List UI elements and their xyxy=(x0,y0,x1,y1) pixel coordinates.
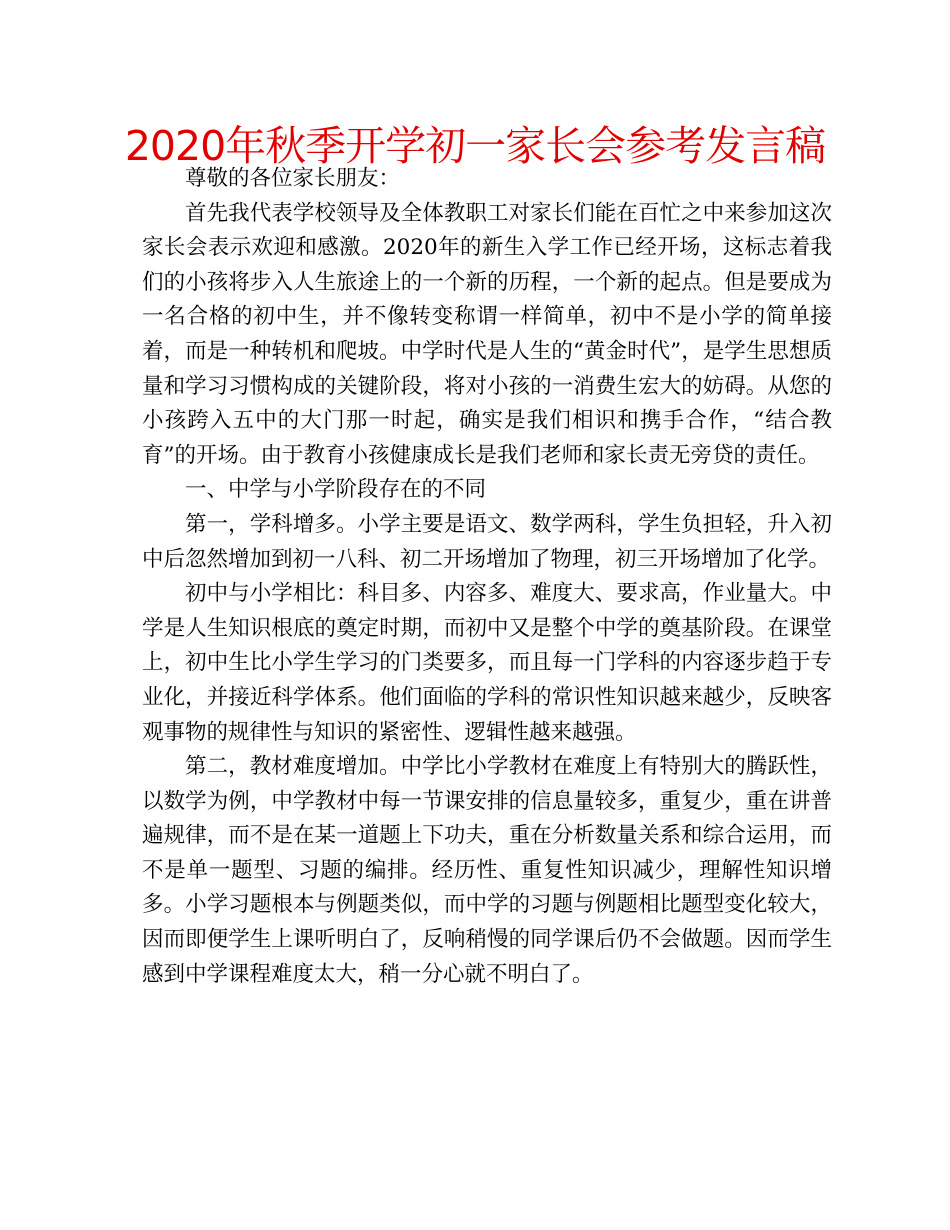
document-body xyxy=(142,162,832,992)
paragraph-opening: 首先我代表学校领导及全体教职工对家长们能在百忙之中来参加这次家长会表示欢迎和感激。2020年的新生入学工作已经开场，这标志着我们的小孩将步入人生旅途上的一个新的历程，一个新的起点。但是要成为一名合格的初中生，并不像转变称谓一样简单，初中不是小学的简单接着，而是一种转机和爬坡。中学时代是人生的“黄金时代”，是学生思想质量和学习习惯构成的关键阶段，将对小孩的一消费生宏大的妨碍。从您的小孩跨入五中的大门那一时起，确实是我们相识和携手合作，“结合教育”的开场。由于教育小孩健康成长是我们老师和家长责无旁贷的责任。 xyxy=(142,200,832,468)
paragraph-comparison: 初中与小学相比：科目多、内容多、难度大、要求高，作业量大。中学是人生知识根底的奠定时期，而初中又是整个中学的奠基阶段。在课堂上，初中生比小学生学习的门类要多，而且每一门学科的内容逐步趋于专业化，并接近科学体系。他们面临的学科的常识性知识越来越少，反映客观事物的规律性与知识的紧密性、逻辑性越来越强。 xyxy=(142,581,832,745)
paragraph-difficulty: 第二，教材难度增加。中学比小学教材在难度上有特别大的腾跃性，以数学为例，中学教材中每一节课安排的信息量较多，重复少，重在讲普遍规律，而不是在某一道题上下功夫，重在分析数量关系和综合运用，而不是单一题型、习题的编排。经历性、重复性知识减少，理解性知识增多。小学习题根本与例题类似，而中学的习题与例题相比题型变化较大，因而即便学生上课听明白了，反响稍慢的同学课后仍不会做题。因而学生感到中学课程难度太大，稍一分心就不明白了。 xyxy=(142,754,832,987)
section-heading: 一、中学与小学阶段存在的不同 xyxy=(185,477,487,503)
paragraph-subjects: 第一，学科增多。小学主要是语文、数学两科，学生负担轻，升入初中后忽然增加到初一八科、初二开场增加了物理，初三开场增加了化学。 xyxy=(142,511,832,572)
document-title: 2020年秋季开学初一家长会参考发言稿 xyxy=(124,122,826,170)
paragraph-salutation: 尊敬的各位家长朋友： xyxy=(185,166,401,191)
